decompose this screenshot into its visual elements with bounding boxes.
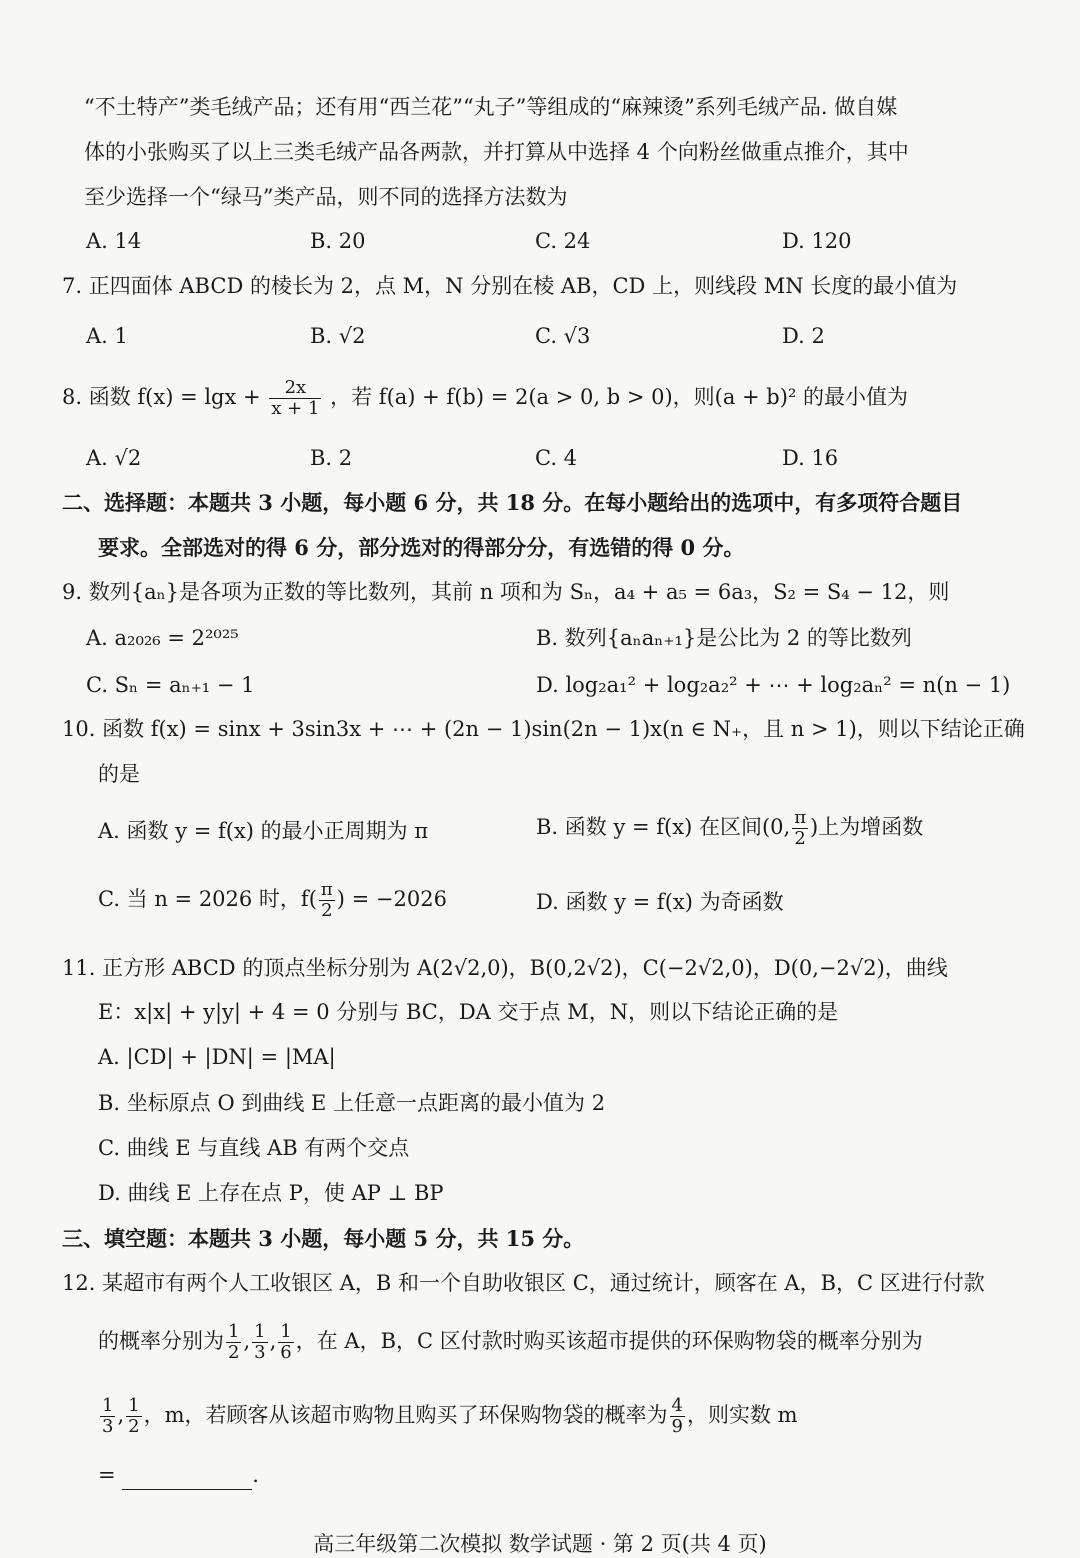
q12-frac-5-den: 2	[128, 1416, 140, 1437]
q11-option-c: C. 曲线 E 与直线 AB 有两个交点	[98, 1136, 410, 1160]
q9-stem: 9. 数列{aₙ}是各项为正数的等比数列，其前 n 项和为 Sₙ，a₄ + a₅ = 6a₃，S₂ = S₄ − 12，则	[62, 580, 950, 604]
q12-frac-6-num: 4	[671, 1395, 683, 1416]
q12-frac-2-num: 1	[254, 1321, 266, 1342]
q8-option-d: D. 16	[782, 446, 839, 470]
q7-option-c: C. √3	[535, 324, 591, 348]
q12-frac-3-num: 1	[280, 1321, 292, 1342]
q12-frac-3-den: 6	[280, 1342, 292, 1363]
q10-option-c-num: π	[320, 879, 333, 900]
q6-option-d: D. 120	[782, 229, 852, 253]
q10-stem-cont: 的是	[98, 762, 140, 786]
page-footer: 高三年级第二次模拟 数学试题 · 第 2 页(共 4 页)	[313, 1532, 767, 1556]
q6-line2: 体的小张购买了以上三类毛绒产品各两款，并打算从中选择 4 个向粉丝做重点推介，其中	[84, 140, 909, 164]
q8-frac-num: 2x	[269, 378, 321, 399]
q10-option-b-b: )上为增函数	[810, 815, 924, 839]
q12-frac-5	[126, 1396, 141, 1437]
q12-stem-line2: 的概率分别为 $\frac{1}{2}$ , $\frac{1}{3}$ , $\frac{1}{6}$ ，在 A，B，C 区付款时购买该超市提供的环保购物袋的概率分别为	[98, 1321, 923, 1363]
q6-option-c: C. 24	[535, 229, 591, 253]
q10-option-b-num: π	[794, 807, 807, 828]
q11-option-a: A. |CD| + |DN| = |MA|	[98, 1045, 336, 1069]
q12-stem: 12. 某超市有两个人工收银区 A，B 和一个自助收银区 C，通过统计，顾客在 A，B，C 区进行付款	[62, 1271, 985, 1295]
q12-frac-2	[252, 1322, 267, 1363]
q10-option-b	[536, 808, 923, 849]
q9-option-b: B. 数列{aₙaₙ₊₁}是公比为 2 的等比数列	[536, 626, 912, 650]
q10-option-c	[98, 880, 447, 921]
q10-option-b-frac	[792, 808, 808, 849]
q12-line2-a: 的概率分别为	[98, 1329, 224, 1353]
q9-option-a: A. a₂₀₂₆ = 2²⁰²⁵	[86, 626, 239, 650]
q8-option-a: A. √2	[86, 446, 142, 470]
q12-frac-6	[670, 1396, 685, 1437]
q8-option-b: B. 2	[310, 446, 353, 470]
q12-frac-1-den: 2	[228, 1342, 240, 1363]
q12-frac-3	[278, 1322, 293, 1363]
section3-heading: 三、填空题：本题共 3 小题，每小题 5 分，共 15 分。	[62, 1226, 585, 1251]
q12-answer-line	[98, 1460, 259, 1490]
q12-frac-4-num: 1	[102, 1395, 114, 1416]
q10-stem: 10. 函数 f(x) = sinx + 3sin3x + ⋯ + (2n − 1)sin(2n − 1)x(n ∈ N₊，且 n > 1)，则以下结论正确	[62, 717, 1025, 741]
q11-stem: 11. 正方形 ABCD 的顶点坐标分别为 A(2√2,0)，B(0,2√2)，C(−2√2,0)，D(0,−2√2)，曲线	[62, 956, 948, 980]
q8-option-c: C. 4	[535, 446, 578, 470]
q6-option-a: A. 14	[86, 229, 142, 253]
q12-line3-a: ，m，若顾客从该超市购物且购买了环保购物袋的概率为	[143, 1403, 668, 1427]
q10-option-d: D. 函数 y = f(x) 为奇函数	[536, 890, 784, 914]
q8-fraction	[269, 378, 321, 419]
q8-frac-den: x + 1	[271, 398, 320, 419]
q6-line3: 至少选择一个“绿马”类产品，则不同的选择方法数为	[84, 185, 568, 209]
q12-frac-4	[100, 1396, 115, 1437]
section2-heading-cont: 要求。全部选对的得 6 分，部分选对的得部分分，有选错的得 0 分。	[98, 535, 745, 560]
q10-option-b-den: 2	[794, 828, 806, 849]
q12-frac-4-den: 3	[102, 1416, 114, 1437]
q12-frac-6-den: 9	[671, 1416, 683, 1437]
q12-line3-b: ，则实数 m	[686, 1403, 798, 1427]
q12-period: .	[252, 1463, 259, 1487]
q6-option-b: B. 20	[310, 229, 366, 253]
q11-option-d: D. 曲线 E 上存在点 P，使 AP ⊥ BP	[98, 1181, 444, 1205]
q12-line2-b: ，在 A，B，C 区付款时购买该超市提供的环保购物袋的概率分别为	[295, 1329, 923, 1353]
q12-frac-1	[226, 1322, 241, 1363]
q10-option-b-a: B. 函数 y = f(x) 在区间(0,	[536, 815, 791, 839]
q12-stem-line3: $\frac{1}{3}$ , $\frac{1}{2}$ ，m，若顾客从该超市购物且购买了环保购物袋的概率为 $\frac{4}{9}$ ，则实数 m	[102, 1395, 798, 1437]
q7-option-a: A. 1	[86, 324, 128, 348]
q12-frac-2-den: 3	[254, 1342, 266, 1363]
q9-option-d: D. log₂a₁² + log₂a₂² + ⋯ + log₂aₙ² = n(n − 1)	[536, 673, 1011, 697]
q8-stem-b: ，若 f(a) + f(b) = 2(a > 0, b > 0)，则(a + b)² 的最小值为	[330, 385, 909, 409]
q10-option-c-frac	[319, 880, 335, 921]
q6-line1: “不土特产”类毛绒产品；还有用“西兰花”“丸子”等组成的“麻辣烫”系列毛绒产品. 做自媒	[84, 95, 898, 119]
q10-option-c-a: C. 当 n = 2026 时，f(	[98, 887, 317, 911]
q12-frac-1-num: 1	[228, 1321, 240, 1342]
q8-stem-a: 8. 函数 f(x) = lgx +	[62, 385, 261, 409]
q10-option-c-den: 2	[321, 900, 333, 921]
q7-option-b: B. √2	[310, 324, 366, 348]
q12-equals: =	[98, 1463, 116, 1487]
q10-option-a: A. 函数 y = f(x) 的最小正周期为 π	[98, 819, 429, 843]
q10-option-c-b: ) = −2026	[336, 887, 447, 911]
q7-option-d: D. 2	[782, 324, 825, 348]
q9-option-c: C. Sₙ = aₙ₊₁ − 1	[86, 673, 255, 697]
q7-stem: 7. 正四面体 ABCD 的棱长为 2，点 M，N 分别在棱 AB，CD 上，则线段 MN 长度的最小值为	[62, 274, 958, 298]
q12-frac-5-num: 1	[128, 1395, 140, 1416]
section2-heading: 二、选择题：本题共 3 小题，每小题 6 分，共 18 分。在每小题给出的选项中，有多项符合题目	[62, 490, 963, 515]
q8-stem	[62, 378, 908, 419]
q12-answer-blank[interactable]	[122, 1467, 252, 1490]
q11-option-b: B. 坐标原点 O 到曲线 E 上任意一点距离的最小值为 2	[98, 1091, 606, 1115]
q11-stem-cont: E：x|x| + y|y| + 4 = 0 分别与 BC，DA 交于点 M，N，则以下结论正确的是	[98, 1000, 839, 1024]
